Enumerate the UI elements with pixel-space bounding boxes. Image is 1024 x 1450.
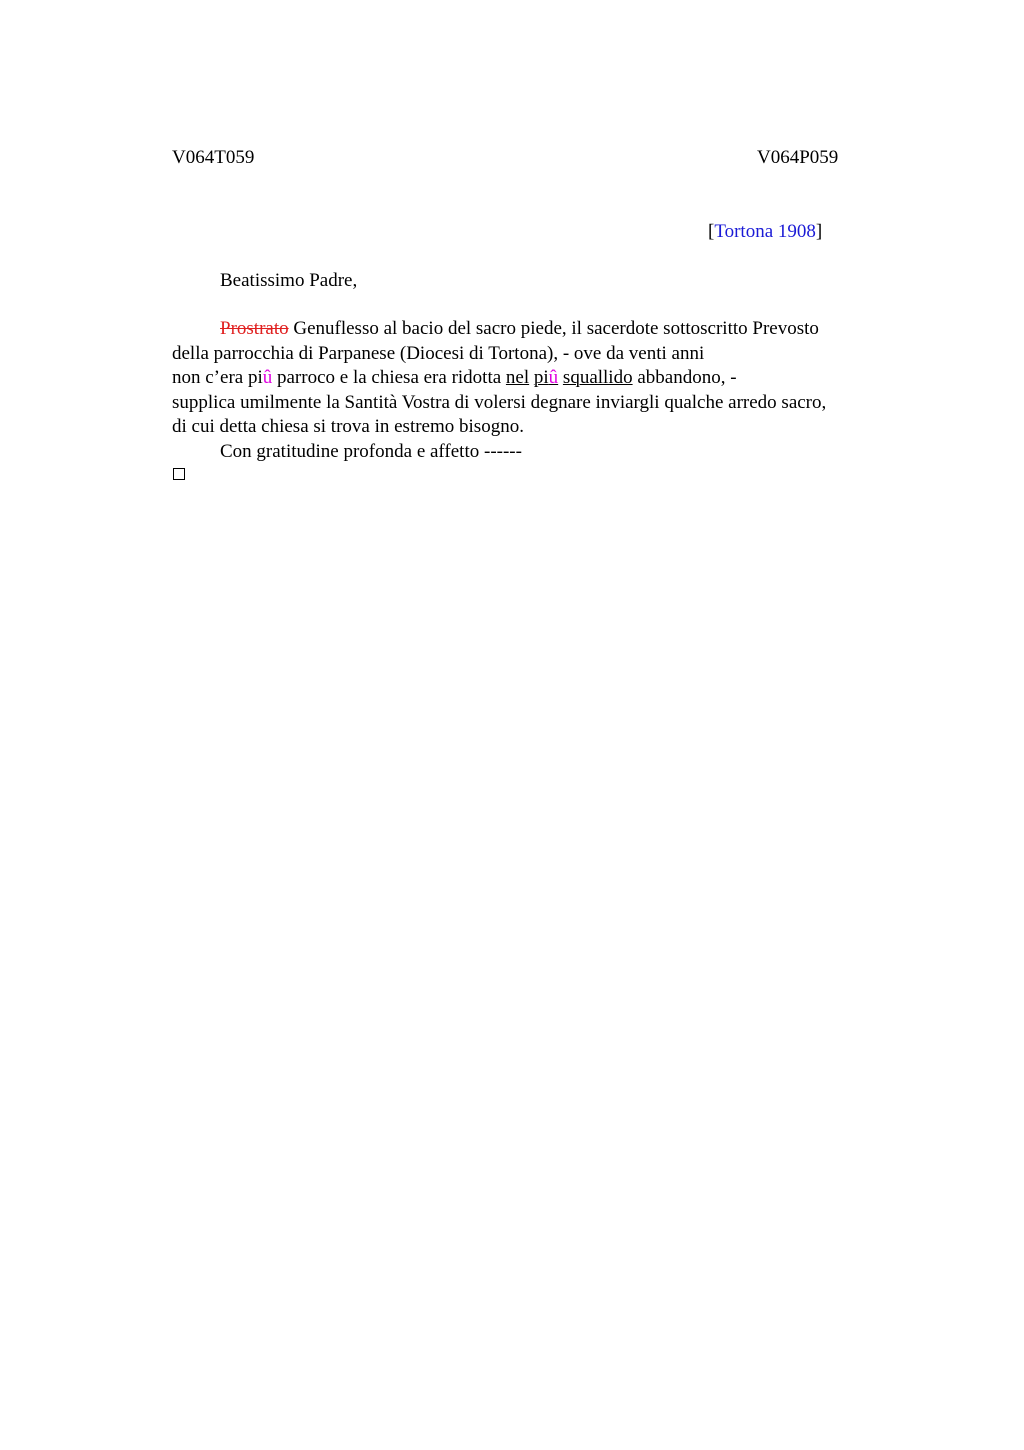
open-bracket: [ [708, 221, 715, 242]
underlined-word: squallido [562, 367, 633, 388]
empty-square-icon [173, 468, 185, 480]
document-code-right: V064P059 [757, 147, 839, 168]
body-line-2: della parrocchia di Parpanese (Diocesi di Tortona), - ove da venti anni [172, 342, 705, 364]
salutation: Beatissimo Padre, [220, 270, 358, 291]
underlined-word: nel [505, 367, 530, 388]
body-line-1 [172, 317, 902, 342]
underlined-word [534, 367, 558, 388]
body-line-5: di cui detta chiesa si trova in estremo bisogno. [172, 416, 524, 437]
place-date [708, 220, 822, 244]
close-bracket: ] [815, 221, 823, 242]
body-text-segment: parroco e la chiesa era ridotta [272, 367, 506, 388]
letter-body [172, 317, 902, 464]
document-code-left: V064T059 [172, 147, 255, 168]
body-line-3 [172, 366, 902, 391]
correction-mark: û [548, 367, 559, 388]
body-line-4: supplica umilmente la Santità Vostra di volersi degnare inviargli qualche arredo sacro, [172, 391, 827, 413]
struck-word: Prostrato [220, 318, 289, 339]
body-text-segment: abbandono, - [632, 367, 737, 388]
underlined-segment: pi [533, 367, 549, 388]
closing-line: Con gratitudine profonda e affetto ------ [220, 440, 522, 462]
body-text-segment: Genuflesso al bacio del sacro piede, il sacerdote sottoscritto Prevosto [288, 318, 819, 339]
place-date-text: Tortona 1908 [714, 221, 816, 242]
correction-mark: û [262, 367, 273, 388]
body-text-segment: non c’era pi [172, 367, 263, 388]
